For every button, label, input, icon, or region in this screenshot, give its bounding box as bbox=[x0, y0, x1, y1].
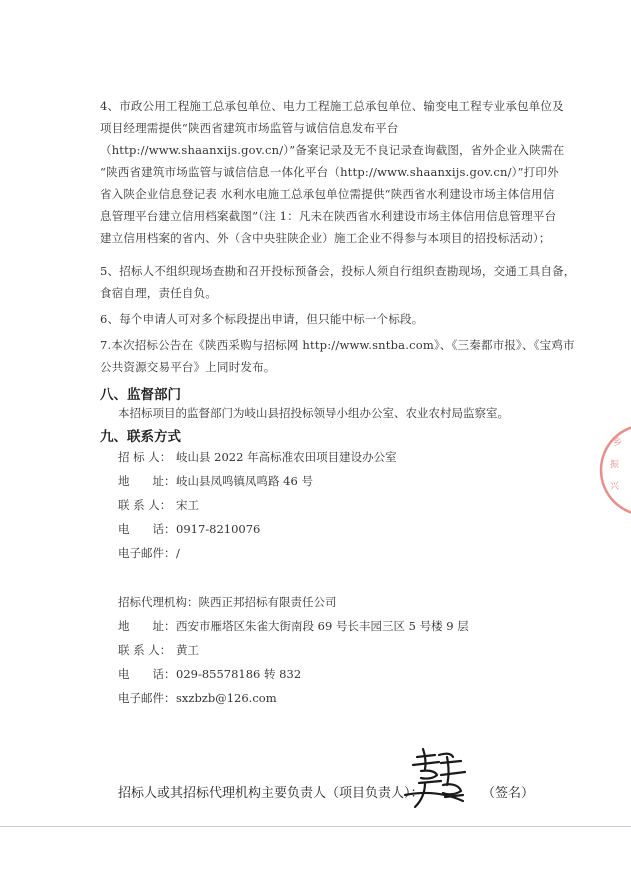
supervision-text: 本招标项目的监督部门为岐山县招投标领导小组办公室、农业农村局监察室。 bbox=[118, 406, 509, 420]
email-value: / bbox=[176, 546, 180, 560]
phone-label: 电 话： bbox=[118, 522, 176, 536]
email-label: 电子邮件： bbox=[118, 546, 176, 560]
agency-contact-row bbox=[118, 642, 199, 658]
handwritten-signature bbox=[395, 735, 485, 815]
item-7-line: 7.本次招标公告在《陕西采购与招标网 http://www.sntba.com》、《三秦都市报》、《宝鸡市 bbox=[100, 338, 575, 352]
svg-text:兴: 兴 bbox=[610, 482, 620, 492]
agency-address-value: 西安市雁塔区朱雀大街南段 69 号长丰园三区 5 号楼 9 层 bbox=[176, 619, 469, 633]
signature-suffix: （签名） bbox=[482, 786, 535, 801]
item-5-paragraph bbox=[100, 260, 576, 304]
tenderer-address-row bbox=[118, 473, 313, 489]
agency-phone-row bbox=[118, 666, 301, 682]
item-6-paragraph bbox=[100, 308, 530, 330]
item-4-line: 建立信用档案的省内、外（含中央驻陕企业）施工企业不得参与本项目的招投标活动）； bbox=[100, 231, 551, 245]
contact-person-label: 联 系 人： bbox=[118, 498, 172, 512]
item-5-line: 食宿自理，责任自负。 bbox=[100, 286, 217, 300]
agency-email-label: 电子邮件： bbox=[118, 691, 176, 705]
address-value: 岐山县凤鸣镇凤鸣路 46 号 bbox=[176, 474, 313, 488]
tenderer-value: 岐山县 2022 年高标准农田项目建设办公室 bbox=[176, 450, 397, 464]
item-4-paragraph bbox=[100, 95, 565, 249]
item-4-line: （http://www.shaanxijs.gov.cn/）”备案记录及无不良记录查询截图，省外企业入陕需在 bbox=[100, 143, 565, 157]
scan-edge-line bbox=[0, 826, 631, 827]
agency-phone-value: 029-85578186 转 832 bbox=[176, 667, 302, 681]
contact-heading: 九、联系方式 bbox=[100, 429, 181, 445]
agency-contact-value: 黄工 bbox=[176, 643, 199, 657]
item-5-line: 5、招标人不组织现场查勘和召开投标预备会，投标人须自行组织查勘现场，交通工具自备， bbox=[100, 264, 576, 278]
supervision-heading: 八、监督部门 bbox=[100, 387, 181, 403]
address-label: 地 址： bbox=[118, 474, 176, 488]
tenderer-phone-row bbox=[118, 521, 260, 537]
contact-person-value: 宋工 bbox=[176, 498, 199, 512]
item-6-line: 6、每个申请人可对多个标段提出申请，但只能中标一个标段。 bbox=[100, 312, 424, 326]
phone-value: 0917-8210076 bbox=[176, 522, 261, 536]
item-4-line: 4、市政公用工程施工总承包单位、电力工程施工总承包单位、输变电工程专业承包单位及 bbox=[100, 99, 564, 113]
tenderer-contact-row bbox=[118, 497, 199, 513]
agency-email-row bbox=[118, 690, 277, 706]
item-4-line: “陕西省建筑市场监管与诚信信息一体化平台（http://www.shaanxijs.gov.cn/）”打印外 bbox=[100, 165, 559, 179]
tenderer-email-row bbox=[118, 545, 180, 561]
agency-label: 招标代理机构： bbox=[118, 595, 199, 609]
agency-name: 陕西正邦招标有限责任公司 bbox=[198, 595, 337, 609]
tenderer-row bbox=[118, 449, 397, 465]
official-seal-partial bbox=[598, 415, 631, 525]
svg-text:乡: 乡 bbox=[613, 438, 623, 448]
agency-address-row bbox=[118, 618, 469, 634]
svg-text:振: 振 bbox=[610, 460, 620, 470]
item-4-line: 省入陕企业信息登记表 水利水电施工总承包单位需提供“陕西省水利建设市场主体信用信 bbox=[100, 187, 555, 201]
agency-phone-label: 电 话： bbox=[118, 667, 176, 681]
tenderer-label: 招 标 人： bbox=[118, 450, 172, 464]
agency-address-label: 地 址： bbox=[118, 619, 176, 633]
item-4-line: 项目经理需提供“陕西省建筑市场监管与诚信信息发布平台 bbox=[100, 121, 399, 135]
item-4-line: 息管理平台建立信用档案截图”（注 1：凡未在陕西省水利建设市场主体信用信息管理平台 bbox=[100, 209, 557, 223]
item-7-paragraph bbox=[100, 334, 575, 378]
agency-contact-label: 联 系 人： bbox=[118, 643, 172, 657]
agency-row bbox=[118, 594, 337, 610]
signature-line-text: 招标人或其招标代理机构主要负责人（项目负责人）： bbox=[118, 786, 424, 801]
agency-email-value: sxzbzb@126.com bbox=[176, 691, 277, 705]
item-7-line: 公共资源交易平台》上同时发布。 bbox=[100, 360, 276, 374]
